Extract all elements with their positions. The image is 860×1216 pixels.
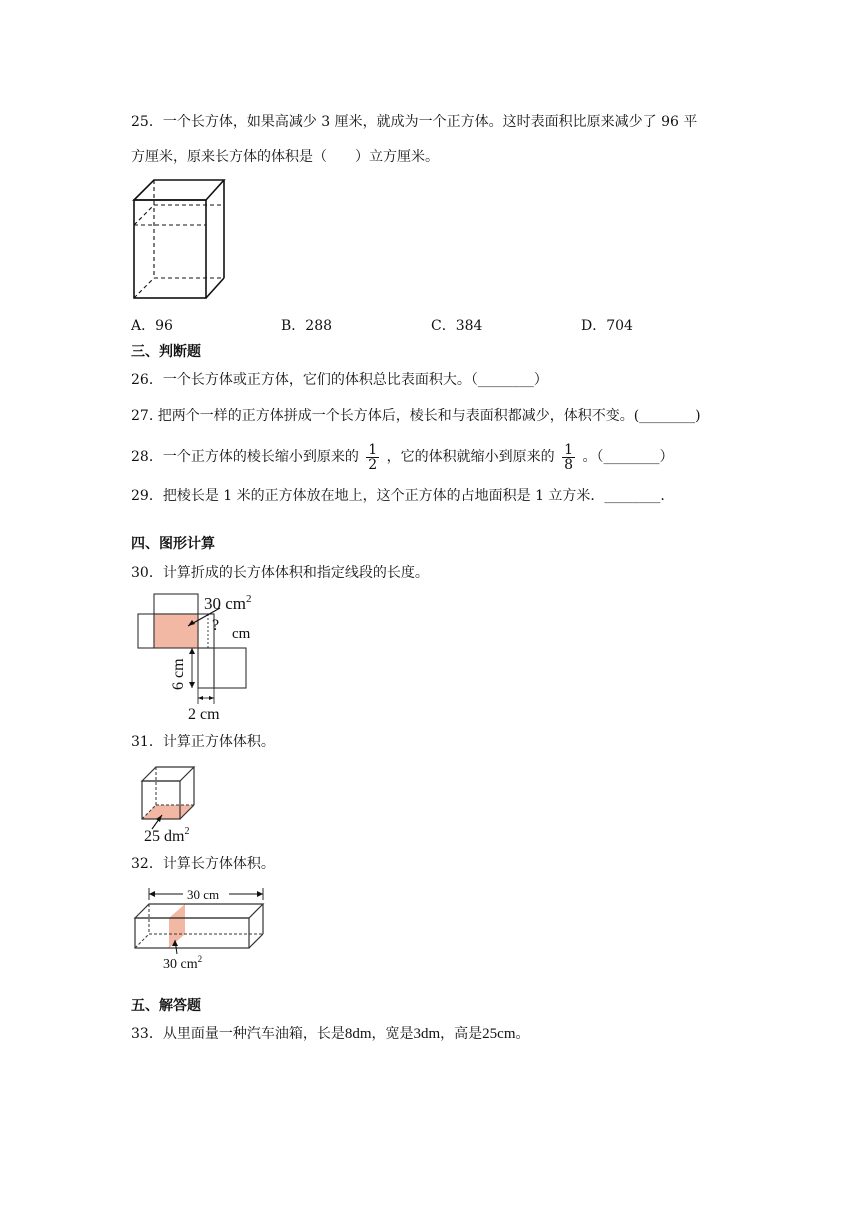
option-a[interactable]: A．96 — [131, 318, 173, 334]
q32-text: 32．计算长方体体积。 — [131, 856, 275, 872]
fraction-half: $\frac{1}{2}$ — [368, 441, 378, 473]
svg-text:cm: cm — [232, 626, 251, 642]
svg-text:2 cm: 2 cm — [188, 706, 220, 723]
q25-line2: 方厘米，原来长方体的体积是（ ）立方厘米。 — [131, 149, 439, 165]
q29-text: 29．把棱长是 1 米的正方体放在地上，这个正方体的占地面积是 1 立方米．________. — [131, 488, 665, 504]
q33-text: 33．从里面量一种汽车油箱，长是8dm，宽是3dm，高是25cm。 — [131, 1026, 530, 1042]
q30-text: 30．计算折成的长方体体积和指定线段的长度。 — [131, 565, 429, 581]
option-b[interactable]: B．288 — [281, 318, 333, 334]
area-label-30: 30 $cm^2$ — [204, 593, 252, 613]
option-c[interactable]: C．384 — [431, 318, 483, 334]
section-3-heading: 三、判断题 — [131, 344, 201, 360]
cuboid-figure-q32 — [133, 884, 273, 974]
cube-figure-q31 — [138, 763, 208, 843]
q27-text: 27. 把两个一样的正方体拼成一个长方体后，棱长和与表面积都减少，体积不变。(________) — [131, 408, 701, 424]
q26-text: 26．一个长方体或正方体，它们的体积总比表面积大。（________） — [131, 372, 548, 388]
cuboid-figure-q25 — [130, 178, 230, 302]
section-4-heading: 四、图形计算 — [131, 536, 215, 552]
section-5-heading: 五、解答题 — [131, 998, 201, 1014]
q25-line1: 25．一个长方体，如果高减少 3 厘米，就成为一个正方体。这时表面积比原来减少了 96 平 — [131, 114, 698, 130]
fraction-eighth: $\frac{1}{8}$ — [564, 441, 574, 473]
svg-text:30 cm2: 30 $cm^2$ — [163, 954, 203, 972]
q28-text: 28．一个正方体的棱长缩小到原来的 $\frac{1}{2}$ ，它的体积就缩小到原来的 $\frac{1}{8}$ 。（________） — [131, 441, 674, 473]
svg-text:30 cm: 30 cm — [187, 887, 220, 902]
q31-text: 31．计算正方体体积。 — [131, 734, 275, 750]
net-figure-q30 — [136, 592, 266, 722]
svg-text:6 cm: 6 cm — [170, 658, 187, 690]
svg-text:?: ? — [212, 617, 220, 634]
option-d[interactable]: D．704 — [581, 318, 633, 334]
svg-text:25 dm2: 25 $dm^2$ — [144, 826, 190, 845]
